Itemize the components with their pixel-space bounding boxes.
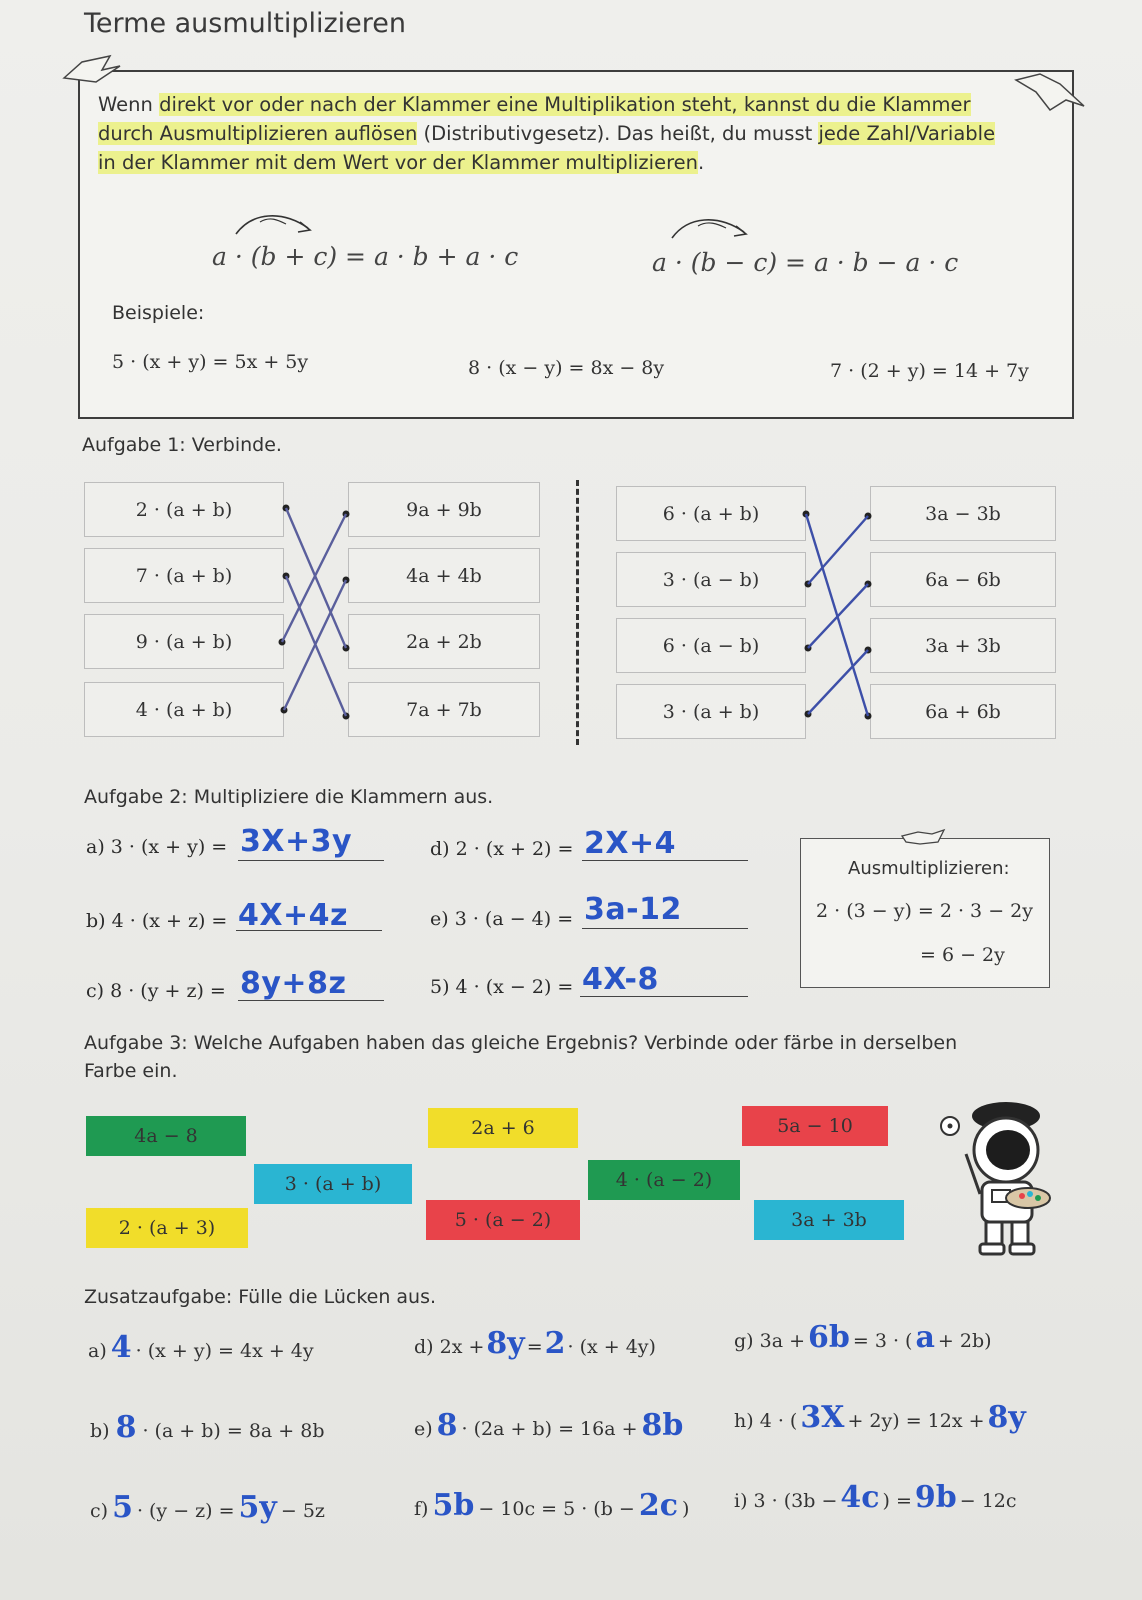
term-card: 2 · (a + b) xyxy=(84,482,284,537)
colored-tile[interactable]: 5a − 10 xyxy=(742,1106,888,1146)
gap-answer[interactable]: 8y xyxy=(987,1400,1026,1435)
result-card: 9a + 9b xyxy=(348,482,540,537)
tip-title: Ausmultiplizieren: xyxy=(848,858,1010,879)
example-2: 8 · (x − y) = 8x − 8y xyxy=(468,357,665,379)
colored-tile[interactable]: 2 · (a + 3) xyxy=(86,1208,248,1248)
colored-tile[interactable]: 3 · (a + b) xyxy=(254,1164,412,1204)
result-card: 3a − 3b xyxy=(870,486,1056,541)
result-card: 2a + 2b xyxy=(348,614,540,669)
task1-right-connection-lines xyxy=(796,484,886,744)
term-card: 6 · (a − b) xyxy=(616,618,806,673)
answer-line xyxy=(236,930,382,931)
example-1: 5 · (x + y) = 5x + 5y xyxy=(112,351,309,373)
page-title: Terme ausmultiplizieren xyxy=(84,8,407,39)
task2-answer-e[interactable]: 3a-12 xyxy=(584,892,682,927)
result-card: 3a + 3b xyxy=(870,618,1056,673)
result-card: 4a + 4b xyxy=(348,548,540,603)
term-card: 9 · (a + b) xyxy=(84,614,284,669)
result-card: 6a − 6b xyxy=(870,552,1056,607)
task3-label: Aufgabe 3: Welche Aufgaben haben das gleiche Ergebnis? Verbinde oder färbe in derselben Farbe ein. xyxy=(84,1032,958,1082)
task2-answer-d[interactable]: 2X+4 xyxy=(584,826,677,861)
answer-line xyxy=(582,928,748,929)
gap-answer[interactable]: 8 xyxy=(436,1408,458,1443)
colored-tile[interactable]: 4a − 8 xyxy=(86,1116,246,1156)
astronaut-painter-icon xyxy=(936,1094,1056,1258)
result-card: 7a + 7b xyxy=(348,682,540,737)
task2-item-e: e) 3 · (a − 4) = xyxy=(430,908,574,930)
task2-answer-b[interactable]: 4X+4z xyxy=(238,898,348,933)
rule-text: Wenn direkt vor oder nach der Klammer eine Multiplikation steht, kannst du die Klammer durch Ausmultiplizieren auflösen (Distributivgesetz). Das heißt, du musst jede Zahl/Variable in der Klammer mit dem Wert vor der Klammer multiplizieren. xyxy=(98,93,996,174)
examples-label: Beispiele: xyxy=(112,302,205,324)
extra-item-e: e) 8 · (2a + b) = 16a + 8b xyxy=(414,1408,684,1443)
gap-answer[interactable]: 3X xyxy=(800,1400,845,1435)
scroll-ribbon-left-icon xyxy=(60,48,130,88)
task2-answer-c[interactable]: 8y+8z xyxy=(240,966,347,1001)
ribbon-icon xyxy=(898,826,948,848)
tip-line-2: = 6 − 2y xyxy=(920,944,1005,966)
gap-answer[interactable]: 8 xyxy=(115,1410,137,1445)
extra-task-label: Zusatzaufgabe: Fülle die Lücken aus. xyxy=(84,1286,437,1308)
gap-answer[interactable]: 4 xyxy=(110,1330,132,1365)
example-3: 7 · (2 + y) = 14 + 7y xyxy=(830,360,1029,382)
task1-left-connection-lines xyxy=(270,480,370,740)
gap-answer[interactable]: 5 xyxy=(112,1490,133,1525)
extra-item-a: a) 4 · (x + y) = 4x + 4y xyxy=(88,1330,314,1365)
colored-tile[interactable]: 5 · (a − 2) xyxy=(426,1200,580,1240)
gap-answer[interactable]: 4c xyxy=(840,1480,880,1515)
task2-item-b: b) 4 · (x + z) = xyxy=(86,910,228,932)
distributive-formula-plus: a · (b + c) = a · b + a · c xyxy=(212,242,519,271)
term-card: 4 · (a + b) xyxy=(84,682,284,737)
extra-item-c: c) 5 · (y − z) = 5y − 5z xyxy=(90,1490,325,1525)
gap-answer[interactable]: 2c xyxy=(638,1488,678,1523)
task2-item-d: d) 2 · (x + 2) = xyxy=(430,838,574,860)
result-card: 6a + 6b xyxy=(870,684,1056,739)
extra-item-f: f) 5b − 10c = 5 · (b − 2c ) xyxy=(414,1488,690,1523)
gap-answer[interactable]: 6b xyxy=(808,1320,850,1355)
task2-item-a: a) 3 · (x + y) = xyxy=(86,836,228,858)
extra-item-b: b) 8 · (a + b) = 8a + 8b xyxy=(90,1410,325,1445)
task2-item-f: 5) 4 · (x − 2) = xyxy=(430,976,574,998)
task2-label: Aufgabe 2: Multipliziere die Klammern aus. xyxy=(84,786,494,808)
extra-item-i: i) 3 · (3b − 4c ) = 9b − 12c xyxy=(734,1480,1017,1515)
extra-item-h: h) 4 · ( 3X + 2y) = 12x + 8y xyxy=(734,1400,1026,1435)
term-card: 7 · (a + b) xyxy=(84,548,284,603)
gap-answer[interactable]: 2 xyxy=(544,1326,566,1361)
answer-line xyxy=(580,996,748,997)
term-card: 3 · (a − b) xyxy=(616,552,806,607)
gap-answer[interactable]: 8y xyxy=(486,1326,525,1361)
tip-line-1: 2 · (3 − y) = 2 · 3 − 2y xyxy=(816,900,1033,922)
gap-answer[interactable]: 9b xyxy=(914,1480,957,1515)
distributive-formula-minus: a · (b − c) = a · b − a · c xyxy=(652,248,959,277)
answer-line xyxy=(238,860,384,861)
colored-tile[interactable]: 3a + 3b xyxy=(754,1200,904,1240)
distribute-arrow-icon xyxy=(230,210,320,240)
term-card: 6 · (a + b) xyxy=(616,486,806,541)
colored-tile[interactable]: 2a + 6 xyxy=(428,1108,578,1148)
extra-item-g: g) 3a + 6b = 3 · ( a + 2b) xyxy=(734,1320,992,1355)
gap-answer[interactable]: 5b xyxy=(432,1488,475,1523)
task2-answer-a[interactable]: 3X+3y xyxy=(240,824,353,859)
task1-label: Aufgabe 1: Verbinde. xyxy=(82,434,282,456)
term-card: 3 · (a + b) xyxy=(616,684,806,739)
task2-answer-f[interactable]: 4X-8 xyxy=(582,962,659,997)
task2-item-c: c) 8 · (y + z) = xyxy=(86,980,226,1002)
gap-answer[interactable]: a xyxy=(915,1320,935,1355)
gap-answer[interactable]: 8b xyxy=(641,1408,684,1443)
answer-line xyxy=(238,1000,384,1001)
extra-item-d: d) 2x + 8y = 2 · (x + 4y) xyxy=(414,1326,656,1361)
colored-tile[interactable]: 4 · (a − 2) xyxy=(588,1160,740,1200)
answer-line xyxy=(582,860,748,861)
gap-answer[interactable]: 5y xyxy=(238,1490,277,1525)
dashed-divider xyxy=(576,480,579,745)
distribute-arrow-icon xyxy=(668,214,758,244)
